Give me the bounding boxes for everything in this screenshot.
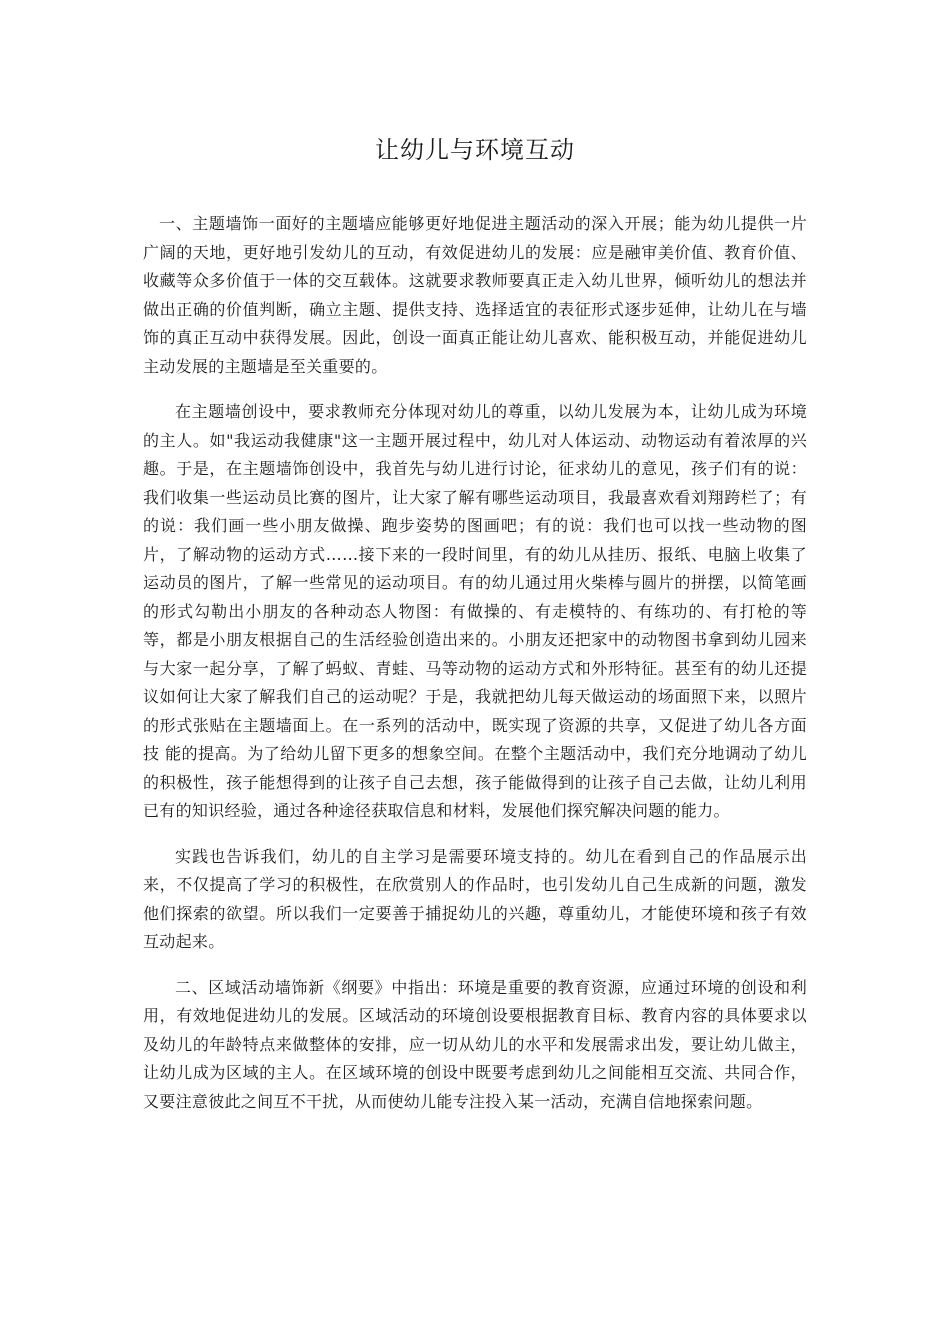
paragraph-practice: 实践也告诉我们，幼儿的自主学习是需要环境支持的。幼儿在看到自己的作品展示出来，不仅提高了学习的积极性，在欣赏别人的作品时，也引发幼儿自己生成新的问题，激发他们探索的欲望。所以我们一定要善于捕捉幼儿的兴趣，尊重幼儿，才能使环境和孩子有效互动起来。: [143, 846, 807, 951]
document-title: 让幼儿与环境互动: [375, 136, 575, 164]
paragraph-theme-wall-example: 在主题墙创设中，要求教师充分体现对幼儿的尊重，以幼儿发展为本，让幼儿成为环境的主人。如"我运动我健康"这一主题开展过程中，幼儿对人体运动、动物运动有着浓厚的兴趣。于是，在主题墙饰创设中，我首先与幼儿进行讨论，征求幼儿的意见，孩子们有的说：我们收集一些运动员比赛的图片，让大家了解有哪些运动项目，我最喜欢看刘翔跨栏了；有的说：我们画一些小朋友做操、跑步姿势的图画吧；有的说：我们也可以找一些动物的图片，了解动物的运动方式……接下来的一段时间里，有的幼儿从挂历、报纸、电脑上收集了运动员的图片，了解一些常见的运动项目。有的幼儿通过用火柴棒与圆片的拼摆，以简笔画的形式勾勒出小朋友的各种动态人物图：有做操的、有走模特的、有练功的、有打枪的等等，都是小朋友根据自己的生活经验创造出来的。小朋友还把家中的动物图书拿到幼儿园来与大家一起分享，了解了蚂蚁、青蛙、马等动物的运动方式和外形特征。甚至有的幼儿还提议如何让大家了解我们自己的运动呢？于是，我就把幼儿每天做运动的场面照下来，以照片的形式张贴在主题墙面上。在一系列的活动中，既实现了资源的共享，又促进了幼儿各方面技 能的提高。为了给幼儿留下更多的想象空间。在整个主题活动中，我们充分地调动了幼儿的积极性，孩子能想得到的让孩子自己去想，孩子能做得到的让孩子自己去做，让幼儿利用已有的知识经验，通过各种途径获取信息和材料，发展他们探究解决问题的能力。: [143, 402, 807, 820]
paragraph-theme-wall-intro: 一、主题墙饰一面好的主题墙应能够更好地促进主题活动的深入开展；能为幼儿提供一片广阔的天地，更好地引发幼儿的互动，有效促进幼儿的发展：应是融审美价值、教育价值、收藏等众多价值于一体的交互载体。这就要求教师要真正走入幼儿世界，倾听幼儿的想法并做出正确的价值判断，确立主题、提供支持、选择适宜的表征形式逐步延伸，让幼儿在与墙饰的真正互动中获得发展。因此，创设一面真正能让幼儿喜欢、能积极互动，并能促进幼儿主动发展的主题墙是至关重要的。: [143, 214, 807, 376]
document-page: [143, 130, 807, 1133]
paragraph-area-activity-wall: 二、区域活动墙饰新《纲要》中指出：环境是重要的教育资源，应通过环境的创设和利用，有效地促进幼儿的发展。区域活动的环境创设要根据教育目标、教育内容的具体要求以及幼儿的年龄特点来做整体的安排，应一切从幼儿的水平和发展需求出发，要让幼儿做主，让幼儿成为区域的主人。在区域环境的创设中既要考虑到幼儿之间能相互交流、共同合作，又要注意彼此之间互不干扰，从而使幼儿能专注投入某一活动，充满自信地探索问题。: [143, 977, 807, 1111]
